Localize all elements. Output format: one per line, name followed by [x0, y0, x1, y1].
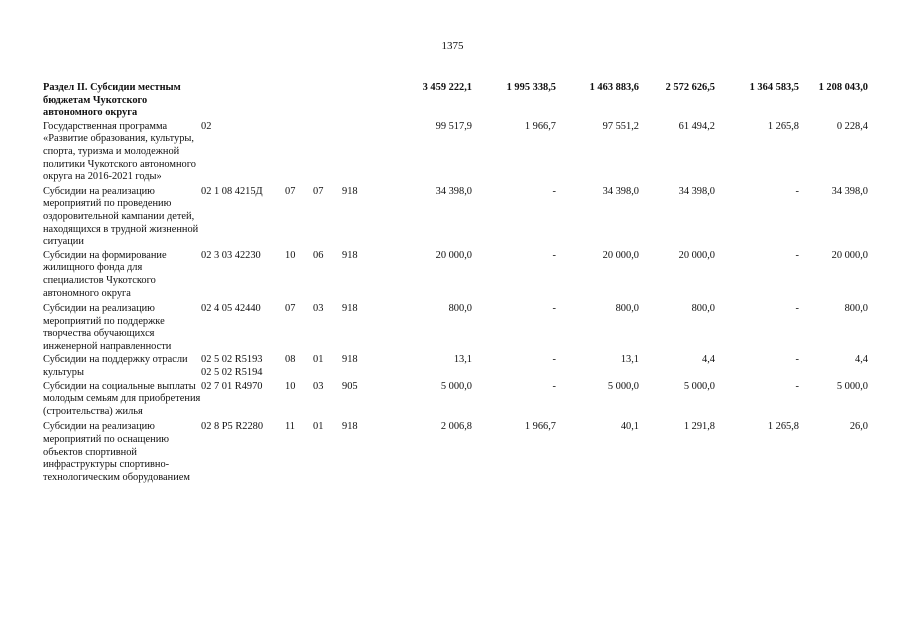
value-3-cell: 1 463 883,6: [589, 82, 639, 93]
value-1-cell: 99 517,9: [435, 120, 472, 132]
program-code-cell: [201, 353, 285, 379]
value-6-cell: 26,0: [849, 421, 868, 433]
value-4-cell: 34 398,0: [678, 185, 715, 197]
value-2-cell: -: [552, 303, 556, 315]
program-code: 02 3 03 42230: [201, 249, 261, 261]
row-name-cell: Субсидии на реализацию мероприятий по поддержке творчества обучающихся инженерной направленности: [43, 303, 172, 352]
section-code-cell: 07: [285, 185, 296, 197]
grbs-code-cell: 918: [342, 354, 358, 366]
value-5-cell: -: [795, 303, 799, 315]
program-code: 02 1 08 4215Д: [201, 185, 263, 197]
table-row: [43, 120, 868, 184]
table-row: [43, 353, 868, 379]
subsection-code-cell: 01: [313, 354, 324, 366]
row-name-cell: Государственная программа «Развитие образования, культуры, спорта, туризма и молодежной политики Чукотского автономного округа на 2016-2021 годы»: [43, 120, 196, 183]
section-code-cell: 10: [285, 249, 296, 261]
table-row: [43, 380, 868, 419]
value-3-cell: 5 000,0: [607, 380, 639, 392]
section-row: [43, 82, 868, 120]
program-code: 02: [201, 120, 212, 132]
value-1-cell: 5 000,0: [440, 380, 472, 392]
table-row: [43, 418, 868, 484]
table-row: [43, 249, 868, 300]
grbs-code-cell: 918: [342, 249, 358, 261]
value-5-cell: -: [795, 185, 799, 197]
program-code-cell: [201, 249, 285, 300]
row-name-cell: Субсидии на социальные выплаты молодым семьям для приобретения (строительства) жилья: [43, 380, 201, 417]
value-2-cell: -: [552, 354, 556, 366]
table-row: [43, 184, 868, 249]
program-code: 02 7 01 R4970: [201, 380, 263, 392]
program-code: 02 5 02 R5193: [201, 354, 263, 366]
program-code-cell: [201, 300, 285, 353]
program-code-cell: [201, 120, 285, 184]
subsection-code-cell: 07: [313, 185, 324, 197]
table-row: [43, 300, 868, 353]
value-3-cell: 97 551,2: [602, 120, 639, 132]
value-2-cell: 1 995 338,5: [506, 82, 556, 93]
section-code-cell: [285, 82, 313, 120]
value-2-cell: 1 966,7: [524, 421, 556, 433]
value-3-cell: 20 000,0: [602, 249, 639, 261]
value-4-cell: 61 494,2: [678, 120, 715, 132]
value-4-cell: 4,4: [702, 354, 715, 366]
value-3-cell: 800,0: [615, 303, 639, 315]
grbs-code-cell: 918: [342, 185, 358, 197]
value-4-cell: 800,0: [691, 303, 715, 315]
value-6-cell: 5 000,0: [836, 380, 868, 392]
value-3-cell: 40,1: [620, 421, 639, 433]
value-6-cell: 1 208 043,0: [818, 82, 868, 93]
value-5-cell: -: [795, 354, 799, 366]
value-4-cell: 20 000,0: [678, 249, 715, 261]
subsection-code-cell: [313, 82, 342, 120]
value-2-cell: -: [552, 249, 556, 261]
value-6-cell: 800,0: [844, 303, 868, 315]
row-name-cell: Субсидии на реализацию мероприятий по оснащению объектов спортивной инфраструктуры спортивно-технологическим оборудованием: [43, 421, 190, 483]
section-code-cell: 07: [285, 303, 296, 315]
page-number: 1375: [441, 40, 464, 52]
row-name-cell: Раздел II. Субсидии местным бюджетам Чукотского автономного округа: [43, 82, 181, 119]
section-code-cell: 08: [285, 354, 296, 366]
value-5-cell: 1 265,8: [767, 421, 799, 433]
value-1-cell: 20 000,0: [435, 249, 472, 261]
value-2-cell: 1 966,7: [524, 120, 556, 132]
value-1-cell: 2 006,8: [440, 421, 472, 433]
subsection-code-cell: 06: [313, 249, 324, 261]
value-4-cell: 2 572 626,5: [665, 82, 715, 93]
value-1-cell: 800,0: [448, 303, 472, 315]
section-code-cell: [285, 120, 313, 184]
value-1-cell: 13,1: [453, 354, 472, 366]
program-code: 02 8 P5 R2280: [201, 421, 264, 433]
row-name-cell: Субсидии на поддержку отрасли культуры: [43, 354, 188, 379]
value-5-cell: 1 364 583,5: [749, 82, 799, 93]
row-name-cell: Субсидии на формирование жилищного фонда для специалистов Чукотского автономного округа: [43, 249, 167, 299]
row-name-cell: Субсидии на реализацию мероприятий по проведению оздоровительной кампании детей, находящихся в трудной жизненной ситуации: [43, 185, 199, 248]
value-3-cell: 34 398,0: [602, 185, 639, 197]
value-5-cell: -: [795, 380, 799, 392]
value-6-cell: 34 398,0: [831, 185, 868, 197]
budget-table: [43, 82, 868, 484]
grbs-code-cell: 905: [342, 380, 358, 392]
value-5-cell: -: [795, 249, 799, 261]
program-code-cell: [201, 184, 285, 249]
section-code-cell: 10: [285, 380, 296, 392]
grbs-code-cell: [342, 82, 389, 120]
program-code: 02 5 02 R5194: [201, 367, 263, 379]
value-1-cell: 34 398,0: [435, 185, 472, 197]
program-code-cell: [201, 82, 285, 120]
value-5-cell: 1 265,8: [767, 120, 799, 132]
program-code-cell: [201, 380, 285, 419]
value-4-cell: 5 000,0: [683, 380, 715, 392]
table-body: [43, 82, 868, 484]
grbs-code-cell: [342, 120, 389, 184]
program-code: 02 4 05 42440: [201, 303, 261, 315]
value-3-cell: 13,1: [620, 354, 639, 366]
value-6-cell: 20 000,0: [831, 249, 868, 261]
subsection-code-cell: 03: [313, 303, 324, 315]
program-code-cell: [201, 418, 285, 484]
grbs-code-cell: 918: [342, 303, 358, 315]
grbs-code-cell: 918: [342, 421, 358, 433]
subsection-code-cell: [313, 120, 342, 184]
value-1-cell: 3 459 222,1: [422, 82, 472, 93]
value-4-cell: 1 291,8: [683, 421, 715, 433]
value-6-cell: 4,4: [855, 354, 868, 366]
subsection-code-cell: 03: [313, 380, 324, 392]
value-2-cell: -: [552, 185, 556, 197]
subsection-code-cell: 01: [313, 421, 324, 433]
section-code-cell: 11: [285, 421, 296, 433]
value-6-cell: 0 228,4: [836, 120, 868, 132]
value-2-cell: -: [552, 380, 556, 392]
